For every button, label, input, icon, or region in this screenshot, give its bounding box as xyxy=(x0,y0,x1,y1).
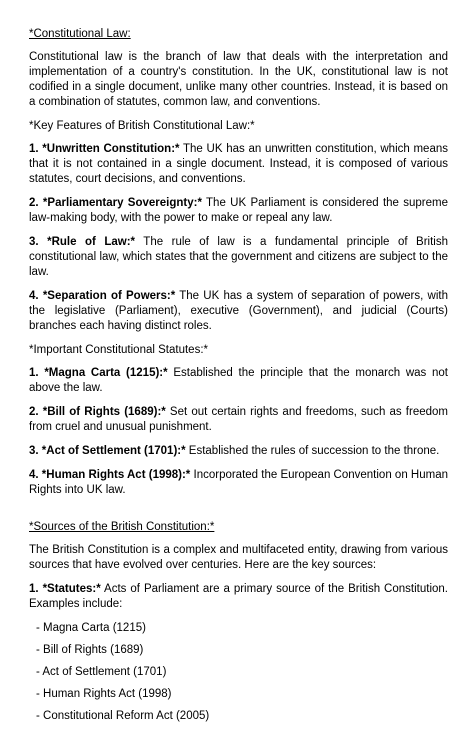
statute-title: *Human Rights Act (1998):* xyxy=(41,469,191,481)
feature-title: *Parliamentary Sovereignty:* xyxy=(42,197,202,209)
feature-title: *Unwritten Constitution:* xyxy=(42,143,180,155)
statute-title: *Magna Carta (1215):* xyxy=(44,367,168,379)
statute-title: *Bill of Rights (1689):* xyxy=(42,406,166,418)
statute-title: *Act of Settlement (1701):* xyxy=(41,445,186,457)
statute-text: Set out certain rights and freedoms, such as freedom from cruel and unusual punishment. xyxy=(29,406,448,433)
statute-text: Incorporated the European Convention on Human Rights into UK law. xyxy=(29,469,448,496)
example-item: - Act of Settlement (1701) xyxy=(36,666,167,678)
feature-item-4 xyxy=(29,289,448,334)
statute-text: Established the rules of succession to the throne. xyxy=(185,445,440,457)
feature-title: *Rule of Law:* xyxy=(47,236,136,248)
source-title: *Statutes:* xyxy=(42,583,101,595)
example-item: - Bill of Rights (1689) xyxy=(36,644,144,656)
statute-item-2 xyxy=(29,405,448,435)
feature-item-3 xyxy=(29,235,448,280)
feature-text: The UK has an unwritten constitution, which means that it is not contained in a single document. Instead, it is composed of various statutes, court decisions, and conventions. xyxy=(29,143,448,185)
statute-item-4 xyxy=(29,468,448,498)
section-heading-statutes: *Important Constitutional Statutes:* xyxy=(29,344,208,356)
feature-number: 2. xyxy=(29,197,43,209)
feature-text: The UK Parliament is considered the supreme law-making body, with the power to make or repeal any law. xyxy=(29,197,448,224)
statute-number: 1. xyxy=(29,367,45,379)
example-item: - Human Rights Act (1998) xyxy=(36,688,172,700)
feature-item-1 xyxy=(29,142,448,187)
feature-title: *Separation of Powers:* xyxy=(42,290,176,302)
sources-section xyxy=(29,520,448,724)
sources-intro-paragraph: The British Constitution is a complex and multifaceted entity, drawing from various sources that have evolved over centuries. Here are the key sources: xyxy=(29,544,448,571)
intro-paragraph: Constitutional law is the branch of law that deals with the interpretation and implementation of a country's constitution. In the UK, constitutional law is not codified in a single document, unlike many other countries. Instead, it is based on a combination of statutes, common law, and conventions. xyxy=(29,51,448,108)
statute-item-1 xyxy=(29,366,448,396)
statute-text: Established the principle that the monarch was not above the law. xyxy=(29,367,448,394)
section-heading-sources: *Sources of the British Constitution:* xyxy=(29,521,215,533)
feature-item-2 xyxy=(29,196,448,226)
statute-number: 2. xyxy=(29,406,43,418)
feature-number: 4. xyxy=(29,290,43,302)
document-page xyxy=(29,27,448,731)
example-item: - Constitutional Reform Act (2005) xyxy=(36,710,210,722)
section-heading-key-features: *Key Features of British Constitutional Law:* xyxy=(29,120,255,132)
statute-item-3 xyxy=(29,444,448,459)
source-text: Acts of Parliament are a primary source of the British Constitution. Examples include: xyxy=(29,583,448,610)
example-item: - Magna Carta (1215) xyxy=(36,622,146,634)
statute-number: 4. xyxy=(29,469,42,481)
source-number: 1. xyxy=(29,583,43,595)
source-item-1 xyxy=(29,582,448,612)
statute-number: 3. xyxy=(29,445,42,457)
feature-text: The UK has a system of separation of powers, with the legislative (Parliament), executive (Government), and judicial (Courts) branches each having distinct roles. xyxy=(29,290,448,332)
feature-text: The rule of law is a fundamental principle of British constitutional law, which states that the government and citizens are subject to the law. xyxy=(29,236,448,278)
section-heading-constitutional-law: *Constitutional Law: xyxy=(29,28,131,40)
feature-number: 1. xyxy=(29,143,43,155)
feature-number: 3. xyxy=(29,236,48,248)
